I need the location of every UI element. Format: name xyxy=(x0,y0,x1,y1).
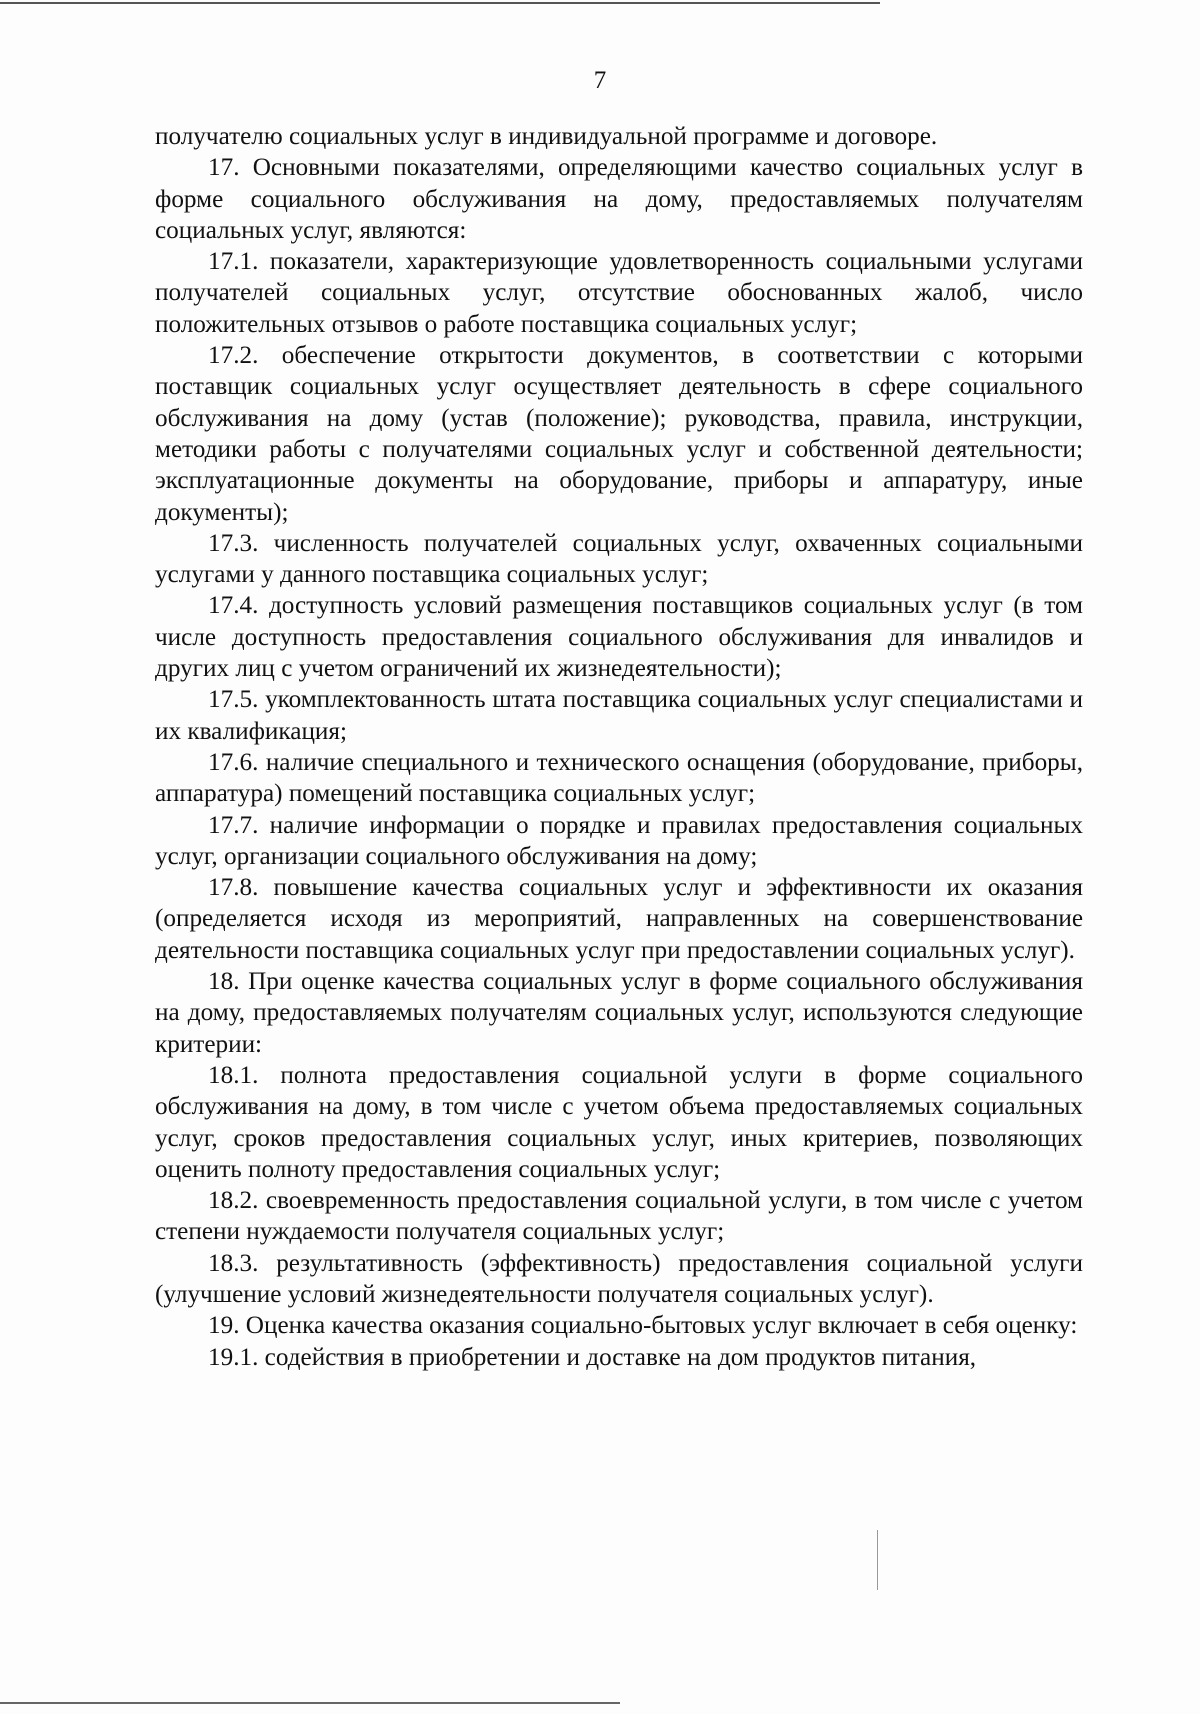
paragraph-17-6: 17.6. наличие специального и технического оснащения (оборудование, приборы, аппаратура) помещений поставщика социальных услуг; xyxy=(155,748,1083,808)
paragraph-17-5: 17.5. укомплектованность штата поставщика социальных услуг специалистами и их квалификация; xyxy=(155,686,1083,745)
paragraph-17-2: 17.2. обеспечение открытости документов, в соответствии с которыми поставщик социальных услуг осуществляет деятельность в сфере социального обслуживания на дому (устав (положение); руководства, правила, инструкции, методики работы с получателями социальных услуг и собственной деятельности; эксплуатационные документы на оборудование, приборы и аппаратуру, иные документы); xyxy=(155,342,1083,526)
paragraph-continuation: получателю социальных услуг в индивидуальной программе и договоре. xyxy=(155,123,938,150)
scan-top-edge-line xyxy=(0,2,880,4)
paragraph-17-1: 17.1. показатели, характеризующие удовлетворенность социальными услугами получателей социальных услуг, отсутствие обоснованных жалоб, число положительных отзывов о работе поставщика социальных услуг; xyxy=(155,248,1083,338)
paragraph-17-3: 17.3. численность получателей социальных услуг, охваченных социальными услугами у данного поставщика социальных услуг; xyxy=(155,529,1083,589)
paragraph-18-2: 18.2. своевременность предоставления социальной услуги, в том числе с учетом степени нуждаемости получателя социальных услуг; xyxy=(155,1187,1083,1246)
paragraph-17-8: 17.8. повышение качества социальных услуг и эффективности их оказания (определяется исходя из мероприятий, направленных на совершенствование деятельности поставщика социальных услуг при предоставлении социальных услуг). xyxy=(155,874,1083,964)
scan-bottom-edge-line xyxy=(0,1702,620,1704)
scan-artifact-line xyxy=(877,1530,878,1590)
paragraph-17: 17. Основными показателями, определяющими качество социальных услуг в форме социального обслуживания на дому, предоставляемых получателям социальных услуг, являются: xyxy=(155,154,1083,244)
paragraph-17-4: 17.4. доступность условий размещения поставщиков социальных услуг (в том числе доступность предоставления социального обслуживания для инвалидов и других лиц с учетом ограничений их жизнедеятельности); xyxy=(155,592,1083,683)
document-body xyxy=(155,121,1083,1373)
paragraph-19-1: 19.1. содействия в приобретении и доставке на дом продуктов питания, xyxy=(208,1343,977,1371)
paragraph-17-7: 17.7. наличие информации о порядке и правилах предоставления социальных услуг, организации социального обслуживания на дому; xyxy=(155,811,1083,870)
page-number: 7 xyxy=(593,67,607,94)
paragraph-18-3: 18.3. результативность (эффективность) предоставления социальной услуги (улучшение условий жизнедеятельности получателя социальных услуг). xyxy=(155,1249,1083,1308)
paragraph-19: 19. Оценка качества оказания социально-бытовых услуг включает в себя оценку: xyxy=(208,1312,1078,1340)
paragraph-18: 18. При оценке качества социальных услуг в форме социального обслуживания на дому, предоставляемых получателям социальных услуг, используются следующие критерии: xyxy=(155,968,1083,1058)
paragraph-18-1: 18.1. полнота предоставления социальной услуги в форме социального обслуживания на дому, в том числе с учетом объема предоставляемых социальных услуг, сроков предоставления социальных услуг, иных критериев, позволяющих оценить полноту предоставления социальных услуг; xyxy=(155,1061,1083,1183)
